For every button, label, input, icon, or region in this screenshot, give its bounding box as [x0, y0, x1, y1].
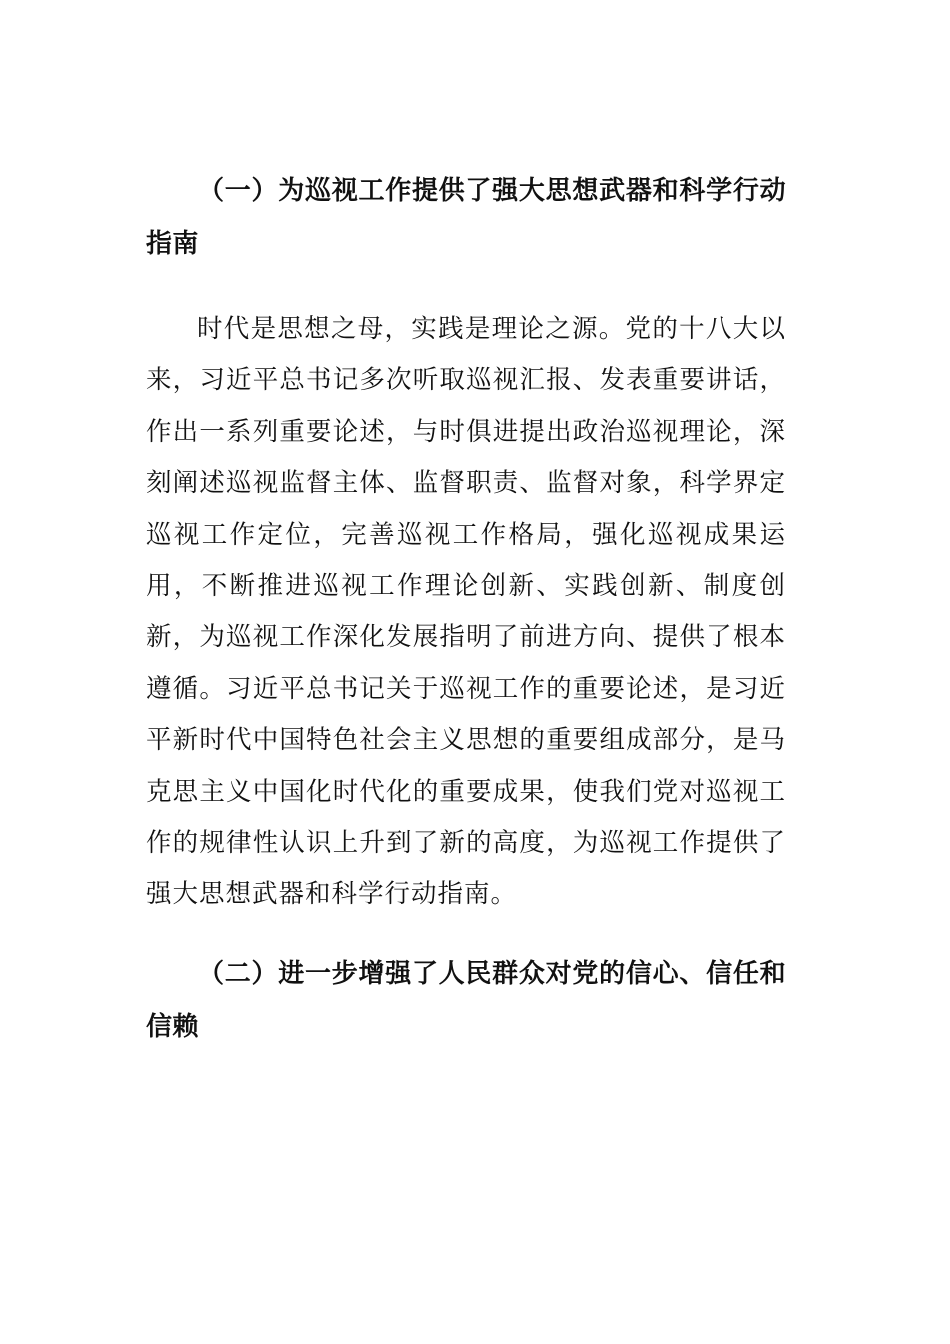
section-1-heading: （一）为巡视工作提供了强大思想武器和科学行动指南: [146, 176, 786, 259]
document-body: [146, 165, 786, 1054]
section-1-paragraph: 时代是思想之母，实践是理论之源。党的十八大以来，习近平总书记多次听取巡视汇报、发表重要讲话，作出一系列重要论述，与时俱进提出政治巡视理论，深刻阐述巡视监督主体、监督职责、监督对象，科学界定巡视工作定位，完善巡视工作格局，强化巡视成果运用，不断推进巡视工作理论创新、实践创新、制度创新，为巡视工作深化发展指明了前进方向、提供了根本遵循。习近平总书记关于巡视工作的重要论述，是习近平新时代中国特色社会主义思想的重要组成部分，是马克思主义中国化时代化的重要成果，使我们党对巡视工作的规律性认识上升到了新的高度，为巡视工作提供了强大思想武器和科学行动指南。: [146, 314, 786, 910]
section-2-heading: （二）进一步增强了人民群众对党的信心、信任和信赖: [146, 958, 786, 1042]
